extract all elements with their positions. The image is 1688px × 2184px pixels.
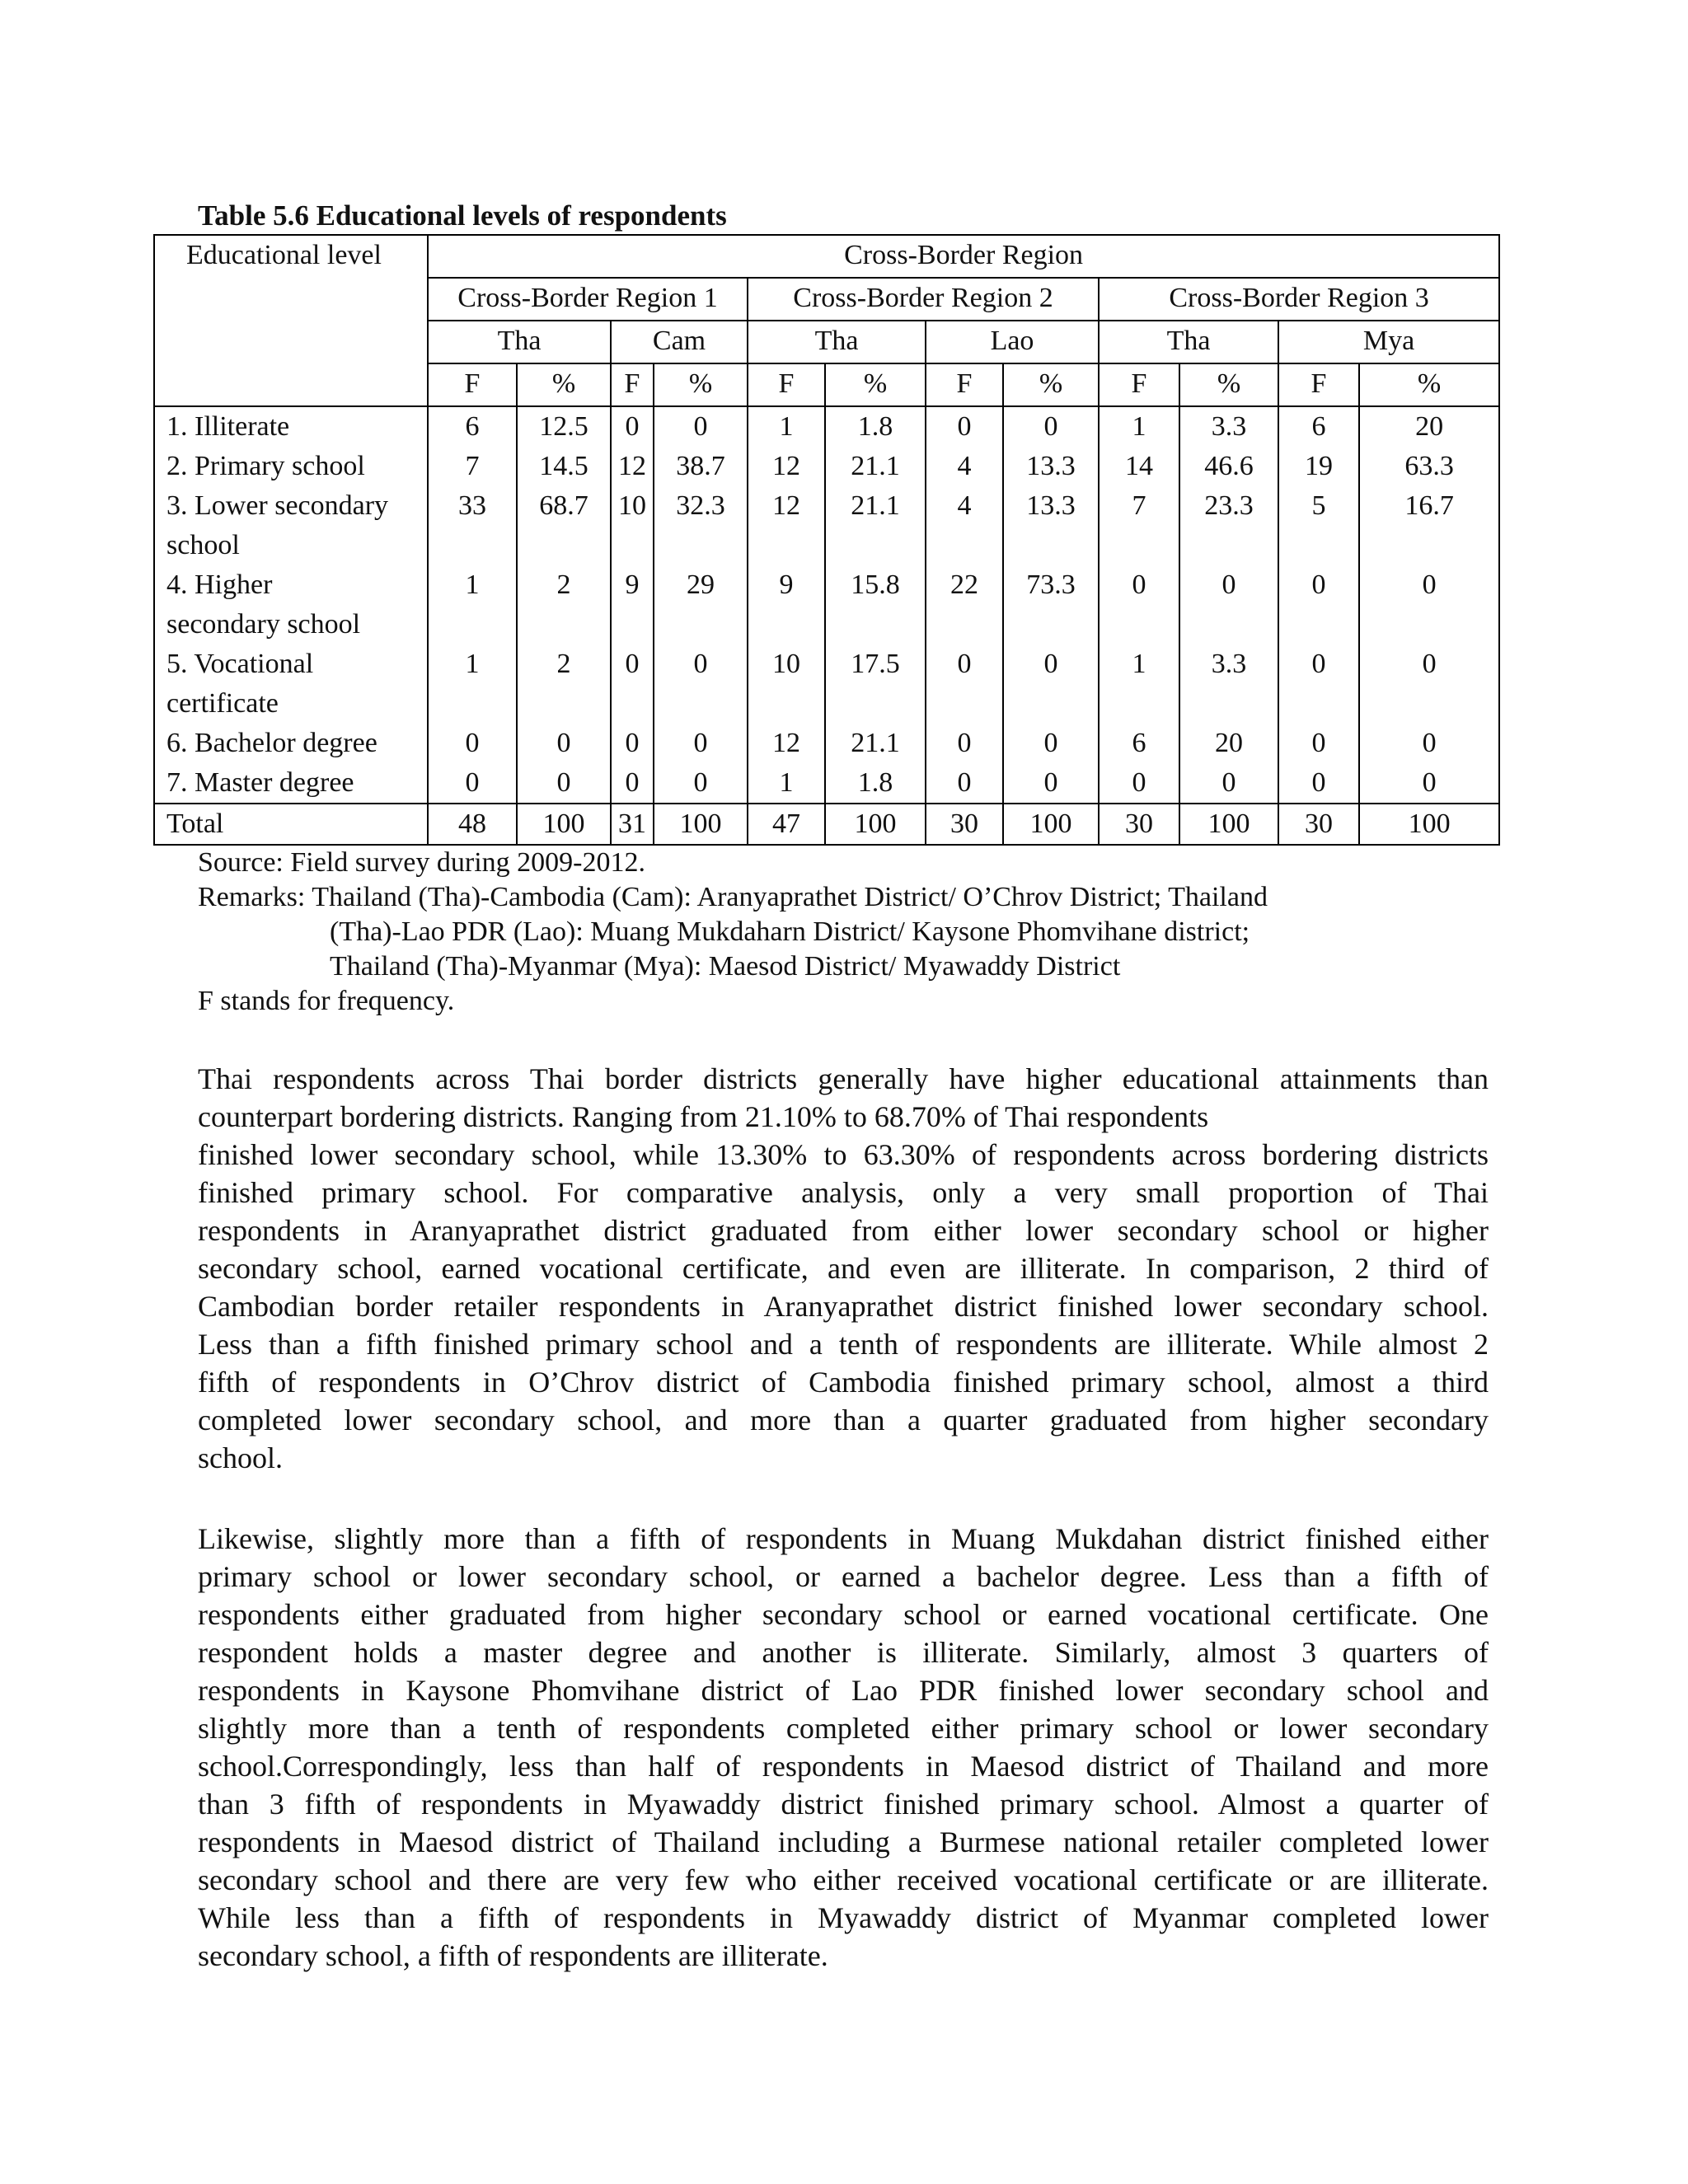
table-cell: 4	[926, 447, 1003, 486]
paragraph-line: secondary school and there are very few who either received vocational certificate or are illiterate.	[198, 1863, 1489, 1896]
table-cell: 0	[611, 644, 654, 724]
table-cell: 29	[654, 565, 748, 644]
total-row	[154, 804, 1499, 845]
table-cell: 0	[611, 763, 654, 804]
table-cell: 0	[428, 763, 517, 804]
table-cell: 1	[748, 763, 825, 804]
table-cell: 68.7	[517, 486, 611, 565]
table-cell: 1	[428, 565, 517, 644]
table-cell: 2	[517, 565, 611, 644]
cross-border-region-header: Cross-Border Region	[428, 235, 1499, 278]
paragraph-line: Less than a fifth finished primary school and a tenth of respondents are illiterate. While almost 2	[198, 1328, 1489, 1361]
table-row	[154, 644, 1499, 724]
table-cell: 2	[517, 644, 611, 724]
paragraph-line: respondents in Maesod district of Thailand including a Burmese national retailer completed lower	[198, 1825, 1489, 1858]
remarks-line: Remarks: Thailand (Tha)-Cambodia (Cam): Aranyaprathet District/ O’Chrov District; Thailand	[198, 882, 1268, 912]
table-cell: 6	[428, 406, 517, 447]
table-cell: 32.3	[654, 486, 748, 565]
remarks-line: Thailand (Tha)-Myanmar (Mya): Maesod District/ Myawaddy District	[330, 951, 1121, 982]
table-cell: 3.3	[1179, 644, 1278, 724]
table-cell: 21.1	[825, 486, 926, 565]
country-header: Lao	[926, 321, 1099, 363]
paragraph-line: secondary school, a fifth of respondents are illiterate.	[198, 1939, 828, 1972]
paragraph-2	[198, 1520, 1489, 1975]
table-cell: 0	[1278, 644, 1359, 724]
table-cell: 13.3	[1003, 486, 1099, 565]
table-row	[154, 406, 1499, 447]
paragraph-line: primary school or lower secondary school, or earned a bachelor degree. Less than a fifth of	[198, 1560, 1489, 1593]
paragraph-line: secondary school, earned vocational certificate, and even are illiterate. In comparison, 2 third of	[198, 1252, 1489, 1285]
paragraph-1	[198, 1060, 1489, 1477]
percent-header: %	[1003, 363, 1099, 406]
percent-header: %	[825, 363, 926, 406]
table-cell: 14	[1099, 447, 1179, 486]
table-cell: 0	[926, 763, 1003, 804]
table-cell: 12	[748, 486, 825, 565]
percent-header: %	[517, 363, 611, 406]
table-row	[154, 486, 1499, 565]
row-label	[154, 406, 428, 447]
table-cell: 12	[748, 447, 825, 486]
table-cell: 12	[748, 724, 825, 763]
paragraph-line: school.	[198, 1441, 283, 1474]
table-cell: 0	[926, 724, 1003, 763]
table-cell: 6	[1099, 724, 1179, 763]
table-cell: 0	[1003, 406, 1099, 447]
total-cell: 47	[748, 804, 825, 845]
region-2-header: Cross-Border Region 2	[748, 278, 1099, 321]
total-cell: 100	[1359, 804, 1499, 845]
paragraph-line: Cambodian border retailer respondents in Aranyaprathet district finished lower secondary school.	[198, 1290, 1489, 1323]
paragraph-line: finished lower secondary school, while 13.30% to 63.30% of respondents across bordering districts	[198, 1138, 1489, 1171]
row-label-line: 1. Illiterate	[166, 411, 290, 442]
table-cell: 0	[1359, 763, 1499, 804]
table-cell: 0	[611, 724, 654, 763]
table-row	[154, 565, 1499, 644]
total-cell: 30	[926, 804, 1003, 845]
region-1-header: Cross-Border Region 1	[428, 278, 748, 321]
frequency-header: F	[926, 363, 1003, 406]
table-row	[154, 724, 1499, 763]
table-cell: 17.5	[825, 644, 926, 724]
country-header: Mya	[1278, 321, 1499, 363]
row-label	[154, 644, 428, 724]
table-cell: 38.7	[654, 447, 748, 486]
table-cell: 10	[611, 486, 654, 565]
country-header: Cam	[611, 321, 748, 363]
education-table	[153, 234, 1500, 846]
table-cell: 0	[1359, 644, 1499, 724]
paragraph-line: respondents in Aranyaprathet district graduated from either lower secondary school or higher	[198, 1214, 1489, 1247]
paragraph-line: Likewise, slightly more than a fifth of respondents in Muang Mukdahan district finished either	[198, 1522, 1489, 1555]
frequency-note: F stands for frequency.	[198, 986, 455, 1016]
total-cell: 48	[428, 804, 517, 845]
total-cell: 31	[611, 804, 654, 845]
table-cell: 20	[1179, 724, 1278, 763]
table-cell: 46.6	[1179, 447, 1278, 486]
table-cell: 0	[1179, 565, 1278, 644]
table-cell: 21.1	[825, 724, 926, 763]
paragraph-line: respondent holds a master degree and another is illiterate. Similarly, almost 3 quarters of	[198, 1636, 1489, 1669]
paragraph-line: finished primary school. For comparative analysis, only a very small proportion of Thai	[198, 1176, 1489, 1209]
table-cell: 13.3	[1003, 447, 1099, 486]
table-cell: 23.3	[1179, 486, 1278, 565]
table-cell: 9	[748, 565, 825, 644]
paragraph-line: completed lower secondary school, and more than a quarter graduated from higher secondary	[198, 1404, 1489, 1436]
table-cell: 7	[1099, 486, 1179, 565]
table-cell: 12.5	[517, 406, 611, 447]
table-row	[154, 763, 1499, 804]
country-header: Tha	[1099, 321, 1278, 363]
table-cell: 1	[428, 644, 517, 724]
total-label: Total	[154, 804, 428, 845]
table-title: Table 5.6 Educational levels of respondents	[198, 199, 727, 232]
row-label	[154, 447, 428, 486]
row-label-line: 3. Lower secondary	[166, 490, 389, 521]
table-cell: 3.3	[1179, 406, 1278, 447]
educational-level-header: Educational level	[154, 235, 428, 406]
row-label-line: certificate	[166, 688, 279, 719]
table-cell: 0	[1359, 724, 1499, 763]
frequency-header: F	[611, 363, 654, 406]
table-cell: 4	[926, 486, 1003, 565]
paragraph-line: than 3 fifth of respondents in Myawaddy district finished primary school. Almost a quarter of	[198, 1788, 1489, 1821]
table-cell: 0	[1003, 724, 1099, 763]
paragraph-line: slightly more than a tenth of respondents completed either primary school or lower secondary	[198, 1712, 1489, 1745]
row-label-line: 6. Bachelor degree	[166, 728, 377, 758]
percent-header: %	[654, 363, 748, 406]
table-cell: 0	[926, 644, 1003, 724]
table-cell: 6	[1278, 406, 1359, 447]
table-cell: 0	[926, 406, 1003, 447]
paragraph-line: respondents either graduated from higher secondary school or earned vocational certificate. One	[198, 1598, 1489, 1631]
row-label-line: 4. Higher	[166, 569, 273, 600]
percent-header: %	[1179, 363, 1278, 406]
table-cell: 0	[428, 724, 517, 763]
country-header: Tha	[428, 321, 611, 363]
total-cell: 100	[825, 804, 926, 845]
table-cell: 0	[1278, 763, 1359, 804]
table-cell: 15.8	[825, 565, 926, 644]
frequency-header: F	[1099, 363, 1179, 406]
table-cell: 0	[517, 763, 611, 804]
table-cell: 0	[1179, 763, 1278, 804]
header-row-region	[154, 235, 1499, 278]
table-cell: 0	[654, 644, 748, 724]
paragraph-line: fifth of respondents in O’Chrov district of Cambodia finished primary school, almost a third	[198, 1366, 1489, 1399]
table-cell: 1	[748, 406, 825, 447]
table-cell: 0	[1003, 644, 1099, 724]
table-cell: 14.5	[517, 447, 611, 486]
table-cell: 12	[611, 447, 654, 486]
row-label-line: secondary school	[166, 609, 361, 640]
total-cell: 100	[517, 804, 611, 845]
table-cell: 21.1	[825, 447, 926, 486]
row-label-line: 2. Primary school	[166, 451, 365, 481]
row-label-line: school	[166, 530, 240, 560]
table-cell: 1.8	[825, 406, 926, 447]
table-cell: 5	[1278, 486, 1359, 565]
table-cell: 19	[1278, 447, 1359, 486]
paragraph-line: While less than a fifth of respondents in Myawaddy district of Myanmar completed lower	[198, 1901, 1489, 1934]
table-cell: 0	[1278, 724, 1359, 763]
row-label	[154, 724, 428, 763]
row-label	[154, 486, 428, 565]
paragraph-line: school.Correspondingly, less than half of respondents in Maesod district of Thailand and more	[198, 1750, 1489, 1783]
table-cell: 1.8	[825, 763, 926, 804]
table-cell: 9	[611, 565, 654, 644]
table-notes	[198, 846, 1268, 1019]
table-cell: 1	[1099, 406, 1179, 447]
frequency-header: F	[428, 363, 517, 406]
paragraph-line: Thai respondents across Thai border districts generally have higher educational attainments than	[198, 1062, 1489, 1095]
table-row	[154, 447, 1499, 486]
table-cell: 33	[428, 486, 517, 565]
paragraph-line: respondents in Kaysone Phomvihane district of Lao PDR finished lower secondary school and	[198, 1674, 1489, 1707]
percent-header: %	[1359, 363, 1499, 406]
remarks-line: (Tha)-Lao PDR (Lao): Muang Mukdaharn District/ Kaysone Phomvihane district;	[330, 916, 1250, 947]
row-label	[154, 565, 428, 644]
table-cell: 0	[1278, 565, 1359, 644]
table-cell: 0	[1099, 565, 1179, 644]
table-cell: 0	[1359, 565, 1499, 644]
table-cell: 10	[748, 644, 825, 724]
total-cell: 100	[1179, 804, 1278, 845]
table-cell: 63.3	[1359, 447, 1499, 486]
total-cell: 30	[1278, 804, 1359, 845]
total-cell: 100	[654, 804, 748, 845]
row-label-line: 7. Master degree	[166, 767, 354, 798]
paragraph-line: counterpart bordering districts. Ranging from 21.10% to 68.70% of Thai respondents	[198, 1100, 1209, 1133]
table-cell: 1	[1099, 644, 1179, 724]
table-cell: 0	[1099, 763, 1179, 804]
table-cell: 16.7	[1359, 486, 1499, 565]
table-cell: 0	[654, 406, 748, 447]
source-note: Source: Field survey during 2009-2012.	[198, 847, 645, 878]
table-cell: 0	[611, 406, 654, 447]
row-label	[154, 763, 428, 804]
total-cell: 100	[1003, 804, 1099, 845]
table-cell: 0	[654, 763, 748, 804]
total-cell: 30	[1099, 804, 1179, 845]
region-3-header: Cross-Border Region 3	[1099, 278, 1499, 321]
frequency-header: F	[748, 363, 825, 406]
table-cell: 73.3	[1003, 565, 1099, 644]
table-cell: 7	[428, 447, 517, 486]
row-label-line: 5. Vocational	[166, 649, 314, 679]
table-cell: 0	[517, 724, 611, 763]
table-cell: 20	[1359, 406, 1499, 447]
frequency-header: F	[1278, 363, 1359, 406]
country-header: Tha	[748, 321, 926, 363]
table-cell: 0	[1003, 763, 1099, 804]
table-cell: 22	[926, 565, 1003, 644]
table-cell: 0	[654, 724, 748, 763]
